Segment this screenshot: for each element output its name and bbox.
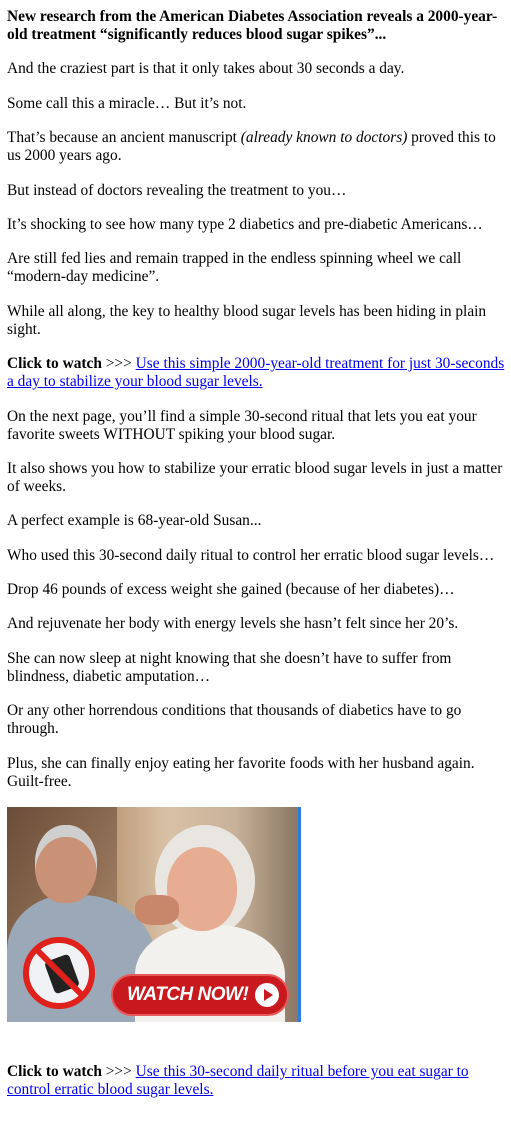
paragraph: Plus, she can finally enjoy eating her favorite foods with her husband again. Guilt-free. (7, 754, 475, 790)
paragraph: Drop 46 pounds of excess weight she gained (because of her diabetes)… (7, 581, 455, 599)
paragraph: Some call this a miracle… But it’s not. (7, 94, 247, 112)
cta-line-1: Click to watch >>> Use this simple 2000-year-old treatment for just 30-seconds a day to stabilize your blood sugar levels. (7, 355, 505, 391)
paragraph: It’s shocking to see how many type 2 diabetics and pre-diabetic Americans… (7, 215, 483, 233)
hero-video-thumbnail[interactable] (7, 807, 301, 1022)
cta-label: Click to watch (7, 355, 102, 373)
watch-now-button[interactable] (111, 974, 289, 1016)
hero-man-head (35, 825, 97, 903)
paragraph: Who used this 30-second daily ritual to control her erratic blood sugar levels… (7, 546, 495, 564)
paragraph: It also shows you how to stabilize your erratic blood sugar levels in just a matter of weeks. (7, 459, 503, 495)
cta-link-2[interactable]: Use this 30-second daily ritual before you eat sugar to control erratic blood sugar levels. (7, 1063, 469, 1099)
paragraph: Are still fed lies and remain trapped in the endless spinning wheel we call “modern-day medicine”. (7, 250, 462, 286)
hero-hand (135, 895, 179, 925)
watch-now-label: WATCH NOW! (127, 984, 249, 1006)
cta-link-1[interactable]: Use this simple 2000-year-old treatment for just 30-seconds a day to stabilize your blood sugar levels. (7, 355, 505, 391)
paragraph: That’s because an ancient manuscript (already known to doctors) proved this to us 2000 years ago. (7, 129, 496, 165)
hero-woman-face (167, 847, 237, 931)
paragraph: On the next page, you’ll find a simple 30-second ritual that lets you eat your favorite sweets WITHOUT spiking your blood sugar. (7, 407, 477, 443)
paragraph: She can now sleep at night knowing that she doesn’t have to suffer from blindness, diabetic amputation… (7, 649, 452, 685)
paragraph: While all along, the key to healthy blood sugar levels has been hiding in plain sight. (7, 302, 487, 338)
paragraph: But instead of doctors revealing the treatment to you… (7, 181, 347, 199)
no-glucose-meter-icon (23, 937, 95, 1009)
headline: New research from the American Diabetes Association reveals a 2000-year-old treatment “significantly reduces blood sugar spikes”... (7, 8, 498, 43)
paragraph: A perfect example is 68-year-old Susan... (7, 512, 262, 530)
cta-label: Click to watch (7, 1063, 102, 1081)
cta-line-2: Click to watch >>> Use this 30-second daily ritual before you eat sugar to control erratic blood sugar levels. (7, 1063, 469, 1099)
play-icon (255, 983, 279, 1007)
paragraph: And the craziest part is that it only takes about 30 seconds a day. (7, 60, 405, 78)
paragraph: And rejuvenate her body with energy levels she hasn’t felt since her 20’s. (7, 615, 459, 633)
paragraph: Or any other horrendous conditions that thousands of diabetics have to go through. (7, 702, 462, 738)
